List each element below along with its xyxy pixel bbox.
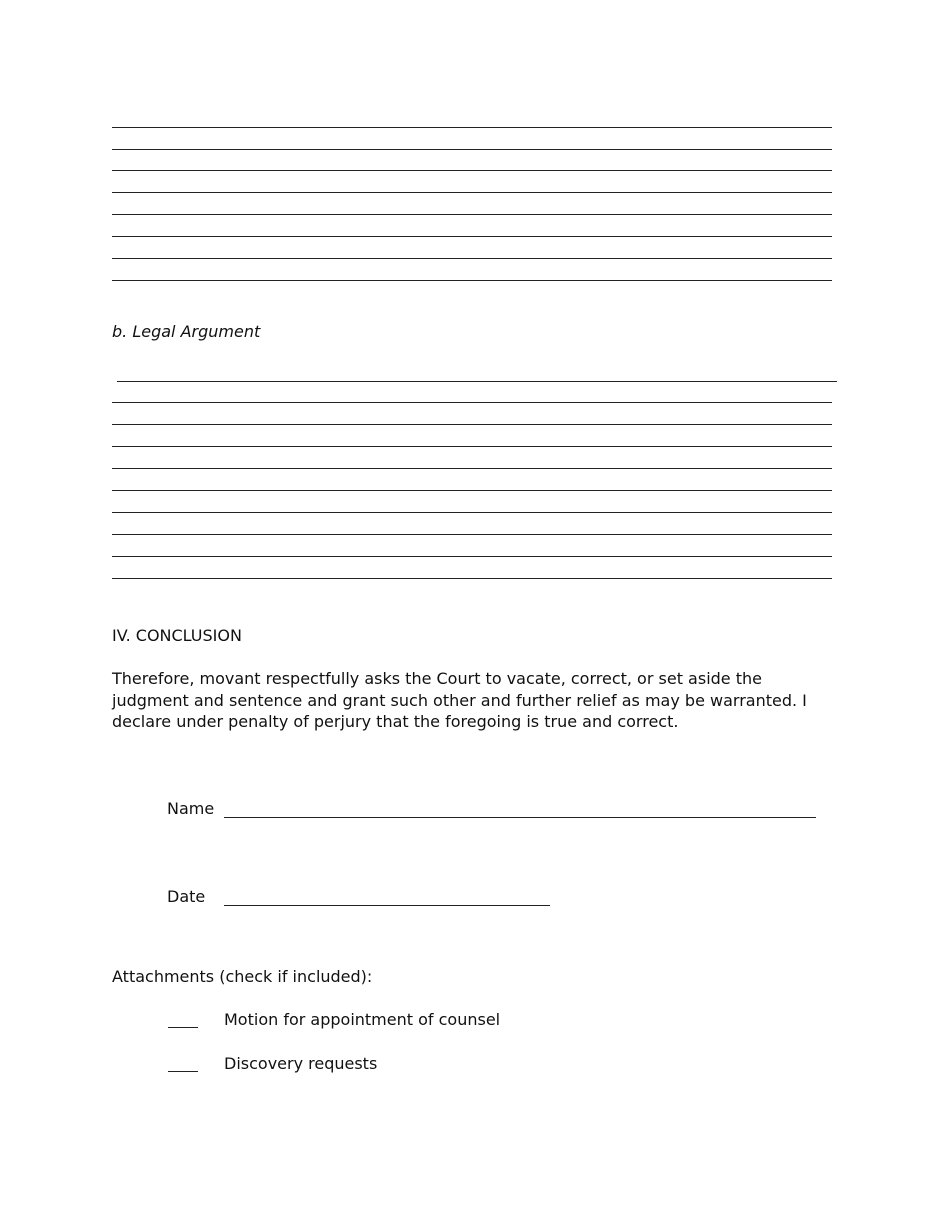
- blank-line[interactable]: [112, 468, 832, 469]
- name-field[interactable]: [224, 817, 816, 818]
- attachment-checkbox[interactable]: [168, 1027, 198, 1028]
- blank-line[interactable]: [112, 512, 832, 513]
- blank-line[interactable]: [112, 402, 832, 403]
- blank-line[interactable]: [112, 258, 832, 259]
- blank-line[interactable]: [117, 381, 837, 382]
- blank-line[interactable]: [112, 424, 832, 425]
- date-label: Date: [167, 887, 206, 906]
- blank-line[interactable]: [112, 556, 832, 557]
- blank-line[interactable]: [112, 170, 832, 171]
- blank-line[interactable]: [112, 280, 832, 281]
- blank-line[interactable]: [112, 149, 832, 150]
- name-label: Name: [167, 799, 215, 818]
- blank-line[interactable]: [112, 534, 832, 535]
- blank-line[interactable]: [112, 127, 832, 128]
- attachment-checkbox[interactable]: [168, 1071, 198, 1072]
- blank-line[interactable]: [112, 490, 832, 491]
- date-field[interactable]: [224, 905, 550, 906]
- conclusion-heading: IV. CONCLUSION: [112, 626, 242, 645]
- conclusion-paragraph: Therefore, movant respectfully asks the Court to vacate, correct, or set aside the judgment and sentence and grant such other and further relief as may be warranted. I declare under penalty of perjury that the foregoing is true and correct.: [112, 669, 807, 731]
- blank-line[interactable]: [112, 214, 832, 215]
- attachment-label: Motion for appointment of counsel: [224, 1010, 501, 1029]
- attachment-label: Discovery requests: [224, 1054, 378, 1073]
- blank-line[interactable]: [112, 446, 832, 447]
- blank-line[interactable]: [112, 236, 832, 237]
- attachments-heading: Attachments (check if included):: [112, 967, 373, 986]
- blank-line[interactable]: [112, 578, 832, 579]
- blank-line[interactable]: [112, 192, 832, 193]
- legal-argument-heading: b. Legal Argument: [112, 322, 261, 341]
